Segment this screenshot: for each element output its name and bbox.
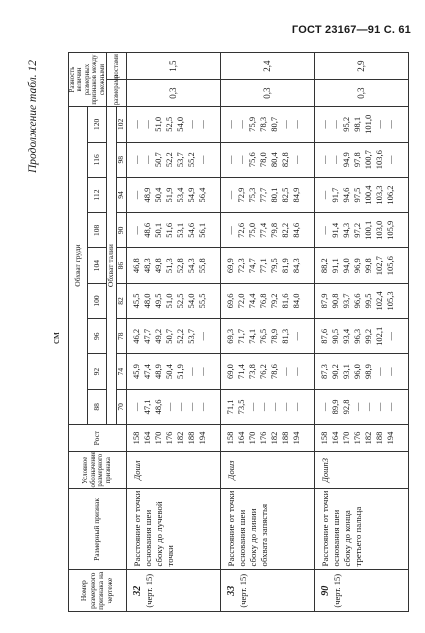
size-column: [314, 142, 408, 177]
cell-value: 79,5: [268, 258, 279, 274]
diff-heights-value: 2,9: [314, 53, 408, 80]
header-waist: Обхват талии: [107, 107, 117, 425]
cell-value: —: [318, 155, 329, 164]
cell-value: 91,7: [329, 187, 340, 203]
cell-value: —: [290, 367, 301, 376]
height-value: 164: [141, 431, 152, 445]
cell-value: 82,2: [279, 222, 290, 238]
cell-value: 52,5: [174, 293, 185, 309]
cell-value: —: [130, 190, 141, 200]
cell-value: 51,0: [152, 116, 163, 132]
cell-value: 102,1: [373, 326, 384, 346]
cell-value: 49,5: [152, 293, 163, 309]
cell-value: 50,1: [152, 222, 163, 238]
row-figure-ref: (черт. 15): [331, 573, 342, 608]
table-row: [126, 53, 220, 612]
height-values: [314, 425, 408, 452]
height-value: 164: [329, 431, 340, 445]
cell-value: 54,9: [185, 187, 196, 203]
cell-value: —: [246, 402, 257, 412]
waist-value: 98: [116, 142, 126, 177]
chest-value: 112: [88, 177, 107, 212]
table-body: [126, 53, 408, 612]
height-value: 182: [362, 431, 373, 445]
size-column: [220, 107, 314, 142]
cell-value: 75,0: [246, 222, 257, 238]
cell-value: 51,9: [174, 364, 185, 380]
cell-value: 100,4: [362, 185, 373, 205]
cell-value: 69,6: [224, 293, 235, 309]
cell-value: 48,3: [141, 258, 152, 274]
size-column: [126, 354, 220, 389]
row-number: [220, 570, 314, 612]
cell-value: 46,2: [130, 328, 141, 344]
cell-value: 56,1: [196, 222, 207, 238]
cell-value: 97,2: [351, 222, 362, 238]
cell-value: 81,6: [279, 293, 290, 309]
cell-value: 72,3: [235, 258, 246, 274]
page-header: ГОСТ 23167—91 С. 61: [291, 24, 411, 36]
size-column: [220, 389, 314, 424]
chest-value: 100: [88, 283, 107, 318]
cell-value: 54,3: [185, 258, 196, 274]
cell-value: 76,8: [257, 293, 268, 309]
size-column: [314, 319, 408, 354]
cell-value: —: [384, 402, 395, 412]
cell-value: —: [362, 402, 373, 412]
cell-value: —: [130, 402, 141, 412]
cell-value: 98,1: [351, 116, 362, 132]
cell-value: 84,6: [290, 222, 301, 238]
cell-value: 100,7: [362, 150, 373, 170]
cell-value: 97,5: [351, 187, 362, 203]
cell-value: 103,3: [373, 185, 384, 205]
cell-value: 81,9: [279, 258, 290, 274]
size-column: [314, 213, 408, 248]
row-name: Расстояние от точки основания шеи сбоку до лучевой точки: [126, 489, 220, 570]
cell-value: 72,6: [235, 222, 246, 238]
cell-value: —: [290, 155, 301, 164]
waist-value: 102: [116, 107, 126, 142]
cell-value: —: [351, 402, 362, 412]
cell-value: 102,4: [373, 291, 384, 311]
height-value: 176: [351, 431, 362, 445]
cell-value: 73,8: [246, 364, 257, 380]
cell-value: —: [224, 120, 235, 129]
cell-value: —: [268, 402, 279, 412]
cell-value: 75,9: [246, 116, 257, 132]
cell-value: —: [163, 402, 174, 412]
cell-value: —: [318, 120, 329, 129]
size-column: [220, 319, 314, 354]
size-column: [126, 177, 220, 212]
cell-value: 90,2: [329, 364, 340, 380]
cell-value: 69,9: [224, 258, 235, 274]
row-number-value: 90: [319, 585, 331, 596]
diff-sizes-value: 0,3: [126, 80, 220, 107]
cell-value: 48,0: [141, 293, 152, 309]
cell-value: —: [196, 155, 207, 164]
height-value: 170: [152, 431, 163, 445]
cell-value: —: [235, 155, 246, 164]
cell-value: —: [185, 120, 196, 129]
cell-value: 103,6: [373, 150, 384, 170]
cell-value: 74,4: [246, 293, 257, 309]
cell-value: —: [141, 155, 152, 164]
cell-value: —: [224, 190, 235, 200]
diff-sizes-value: 0,3: [314, 80, 408, 107]
cell-value: 80,4: [268, 152, 279, 168]
cell-value: —: [384, 155, 395, 164]
cell-value: 87,9: [318, 293, 329, 309]
cell-value: —: [224, 155, 235, 164]
chest-value: 104: [88, 248, 107, 283]
cell-value: 56,4: [196, 187, 207, 203]
cell-value: 48,9: [141, 187, 152, 203]
cell-value: 71,1: [224, 399, 235, 415]
size-column: [220, 354, 314, 389]
row-name: Расстояние от точки основания шеи сбоку до линии обхвата запястья: [220, 489, 314, 570]
row-symbol: Дошз: [220, 452, 314, 489]
chest-value: 120: [88, 107, 107, 142]
cell-value: 84,3: [290, 258, 301, 274]
cell-value: —: [130, 155, 141, 164]
cell-value: 52,5: [163, 116, 174, 132]
cell-value: 51,6: [163, 222, 174, 238]
cell-value: 52,2: [174, 328, 185, 344]
cell-value: 48,6: [152, 399, 163, 415]
cell-value: 50,4: [163, 364, 174, 380]
chest-value: 92: [88, 354, 107, 389]
cell-value: 50,4: [152, 187, 163, 203]
cell-value: —: [384, 332, 395, 341]
cell-value: 69,3: [224, 328, 235, 344]
cell-value: —: [130, 226, 141, 235]
header-symbol: Условное обозначение размерного признака: [69, 452, 127, 489]
cell-value: 54,0: [185, 293, 196, 309]
cell-value: 47,1: [141, 399, 152, 415]
cell-value: 47,7: [141, 328, 152, 344]
unit-label: см: [50, 332, 62, 344]
rotated-table-area: [24, 52, 405, 612]
cell-value: 91,1: [329, 258, 340, 274]
cell-value: 55,8: [196, 258, 207, 274]
diff-heights-value: 2,4: [220, 53, 314, 80]
height-values: [126, 425, 220, 452]
row-symbol: Дошп3: [314, 452, 408, 489]
size-column: [220, 177, 314, 212]
cell-value: 78,6: [268, 364, 279, 380]
row-number-value: 33: [225, 585, 237, 596]
size-column: [314, 107, 408, 142]
cell-value: 53,7: [185, 328, 196, 344]
cell-value: 96,6: [351, 293, 362, 309]
row-symbol: Дошл: [126, 452, 220, 489]
header-height: Рост: [69, 425, 127, 452]
cell-value: 73,5: [235, 399, 246, 415]
cell-value: —: [329, 120, 340, 129]
row-number-value: 32: [131, 585, 143, 596]
cell-value: 102,7: [373, 256, 384, 276]
cell-value: 90,8: [329, 293, 340, 309]
table-continuation-caption: Продолжение табл. 12: [27, 60, 39, 173]
cell-value: 105,9: [384, 220, 395, 240]
cell-value: 50,7: [163, 328, 174, 344]
cell-value: 101,0: [362, 114, 373, 134]
cell-value: 80,1: [268, 187, 279, 203]
cell-value: 75,6: [246, 152, 257, 168]
cell-value: —: [290, 120, 301, 129]
cell-value: —: [384, 367, 395, 376]
cell-value: 72,0: [235, 293, 246, 309]
cell-value: 77,7: [257, 187, 268, 203]
waist-value: 74: [116, 354, 126, 389]
cell-value: 82,8: [279, 152, 290, 168]
cell-value: 78,0: [257, 152, 268, 168]
height-value: 158: [224, 431, 235, 445]
height-value: 164: [235, 431, 246, 445]
size-column: [126, 142, 220, 177]
cell-value: 79,8: [268, 222, 279, 238]
row-name: Расстояние от точки основания шеи сбоку до конца третьего пальца: [314, 489, 408, 570]
cell-value: —: [174, 402, 185, 412]
height-value: 194: [384, 431, 395, 445]
cell-value: 97,8: [351, 152, 362, 168]
table-row: [314, 53, 408, 612]
size-column: [314, 283, 408, 318]
size-column: [220, 283, 314, 318]
cell-value: 96,9: [351, 258, 362, 274]
size-column: [126, 389, 220, 424]
height-value: 176: [257, 431, 268, 445]
cell-value: 77,4: [257, 222, 268, 238]
cell-value: 93,1: [340, 364, 351, 380]
cell-value: 53,4: [174, 187, 185, 203]
cell-value: —: [279, 367, 290, 376]
cell-value: 55,5: [196, 293, 207, 309]
height-value: 188: [185, 431, 196, 445]
cell-value: 71,4: [235, 364, 246, 380]
cell-value: —: [290, 402, 301, 412]
cell-value: 94,0: [340, 258, 351, 274]
cell-value: 49,8: [152, 258, 163, 274]
cell-value: 55,2: [185, 152, 196, 168]
cell-value: —: [318, 402, 329, 412]
cell-value: 99,5: [362, 293, 373, 309]
cell-value: 52,2: [163, 152, 174, 168]
cell-value: 88,2: [318, 258, 329, 274]
cell-value: 80,7: [268, 116, 279, 132]
cell-value: 72,9: [235, 187, 246, 203]
height-value: 182: [268, 431, 279, 445]
row-number: [314, 570, 408, 612]
cell-value: —: [279, 120, 290, 129]
cell-value: 45,5: [130, 293, 141, 309]
cell-value: 45,9: [130, 364, 141, 380]
cell-value: 54,0: [174, 116, 185, 132]
size-column: [220, 213, 314, 248]
cell-value: —: [185, 367, 196, 376]
size-column: [314, 354, 408, 389]
cell-value: —: [329, 155, 340, 164]
cell-value: 87,3: [318, 364, 329, 380]
cell-value: —: [196, 332, 207, 341]
cell-value: 90,5: [329, 328, 340, 344]
cell-value: 51,3: [163, 258, 174, 274]
cell-value: —: [373, 120, 384, 129]
cell-value: —: [290, 332, 301, 341]
cell-value: 51,9: [163, 187, 174, 203]
height-value: 176: [163, 431, 174, 445]
chest-value: 116: [88, 142, 107, 177]
chest-value: 88: [88, 389, 107, 424]
cell-value: 74,1: [246, 328, 257, 344]
cell-value: 99,8: [362, 258, 373, 274]
chest-value: 96: [88, 319, 107, 354]
size-column: [126, 107, 220, 142]
cell-value: 75,3: [246, 187, 257, 203]
cell-value: 96,0: [351, 364, 362, 380]
size-column: [220, 142, 314, 177]
waist-value: 94: [116, 177, 126, 212]
cell-value: 94,3: [340, 222, 351, 238]
height-values: [220, 425, 314, 452]
cell-value: 79,2: [268, 293, 279, 309]
cell-value: 93,4: [340, 328, 351, 344]
cell-value: 95,2: [340, 116, 351, 132]
cell-value: 52,8: [174, 258, 185, 274]
table-row: [220, 53, 314, 612]
cell-value: —: [196, 367, 207, 376]
waist-value: 78: [116, 319, 126, 354]
cell-value: 103,0: [373, 220, 384, 240]
cell-value: 49,2: [152, 328, 163, 344]
cell-value: 53,7: [174, 152, 185, 168]
cell-value: 47,4: [141, 364, 152, 380]
size-column: [220, 248, 314, 283]
cell-value: 96,3: [351, 328, 362, 344]
header-number: Номер размерного признака на чертеже: [69, 570, 127, 612]
cell-value: 76,2: [257, 364, 268, 380]
height-value: 194: [196, 431, 207, 445]
header-diff-heights: ростами: [107, 53, 126, 80]
cell-value: 69,0: [224, 364, 235, 380]
size-column: [314, 177, 408, 212]
waist-value: 82: [116, 283, 126, 318]
height-value: 170: [246, 431, 257, 445]
cell-value: 76,5: [257, 328, 268, 344]
cell-value: —: [373, 367, 384, 376]
cell-value: 93,7: [340, 293, 351, 309]
height-value: 158: [318, 431, 329, 445]
cell-value: —: [196, 120, 207, 129]
size-column: [126, 319, 220, 354]
row-figure-ref: (черт. 15): [237, 573, 248, 608]
cell-value: 87,6: [318, 328, 329, 344]
waist-value: 86: [116, 248, 126, 283]
cell-value: 89,9: [329, 399, 340, 415]
cell-value: 51,0: [163, 293, 174, 309]
cell-value: —: [196, 402, 207, 412]
cell-value: —: [279, 402, 290, 412]
cell-value: 105,6: [384, 256, 395, 276]
height-value: 194: [290, 431, 301, 445]
cell-value: 48,6: [141, 222, 152, 238]
size-column: [126, 248, 220, 283]
cell-value: 54,6: [185, 222, 196, 238]
cell-value: —: [373, 402, 384, 412]
height-value: 182: [174, 431, 185, 445]
cell-value: 84,0: [290, 293, 301, 309]
cell-value: 84,9: [290, 187, 301, 203]
diff-sizes-value: 0,3: [220, 80, 314, 107]
height-value: 188: [373, 431, 384, 445]
header-name: Размерный признак: [69, 489, 127, 570]
cell-value: 91,4: [329, 222, 340, 238]
cell-value: 78,3: [257, 116, 268, 132]
waist-value: 70: [116, 389, 126, 424]
cell-value: 105,3: [384, 291, 395, 311]
cell-value: 92,8: [340, 399, 351, 415]
cell-value: —: [384, 120, 395, 129]
cell-value: —: [257, 402, 268, 412]
size-table: [68, 52, 409, 612]
cell-value: —: [224, 226, 235, 235]
cell-value: 100,1: [362, 220, 373, 240]
cell-value: —: [235, 120, 246, 129]
size-column: [314, 248, 408, 283]
cell-value: 78,9: [268, 328, 279, 344]
size-column: [314, 389, 408, 424]
cell-value: 94,6: [340, 187, 351, 203]
header-chest: Обхват груди: [69, 107, 88, 425]
cell-value: 71,7: [235, 328, 246, 344]
waist-value: 90: [116, 213, 126, 248]
cell-value: 98,9: [362, 364, 373, 380]
cell-value: 74,7: [246, 258, 257, 274]
cell-value: 99,2: [362, 328, 373, 344]
cell-value: 81,3: [279, 328, 290, 344]
size-column: [126, 213, 220, 248]
cell-value: —: [141, 120, 152, 129]
chest-value: 108: [88, 213, 107, 248]
row-number: [126, 570, 220, 612]
header-diff-sizes: размерами: [107, 80, 126, 107]
cell-value: 77,1: [257, 258, 268, 274]
cell-value: —: [185, 402, 196, 412]
cell-value: 48,9: [152, 364, 163, 380]
cell-value: —: [130, 120, 141, 129]
cell-value: 50,7: [152, 152, 163, 168]
row-figure-ref: (черт. 15): [143, 573, 154, 608]
cell-value: 94,9: [340, 152, 351, 168]
cell-value: 82,5: [279, 187, 290, 203]
height-value: 170: [340, 431, 351, 445]
cell-value: 106,2: [384, 185, 395, 205]
height-value: 188: [279, 431, 290, 445]
header-difference: Разность величин размерных признаков между смежными: [69, 54, 106, 105]
cell-value: 53,1: [174, 222, 185, 238]
size-column: [126, 283, 220, 318]
cell-value: —: [318, 190, 329, 200]
height-value: 158: [130, 431, 141, 445]
cell-value: —: [318, 226, 329, 235]
diff-heights-value: 1,5: [126, 53, 220, 80]
cell-value: 46,8: [130, 258, 141, 274]
